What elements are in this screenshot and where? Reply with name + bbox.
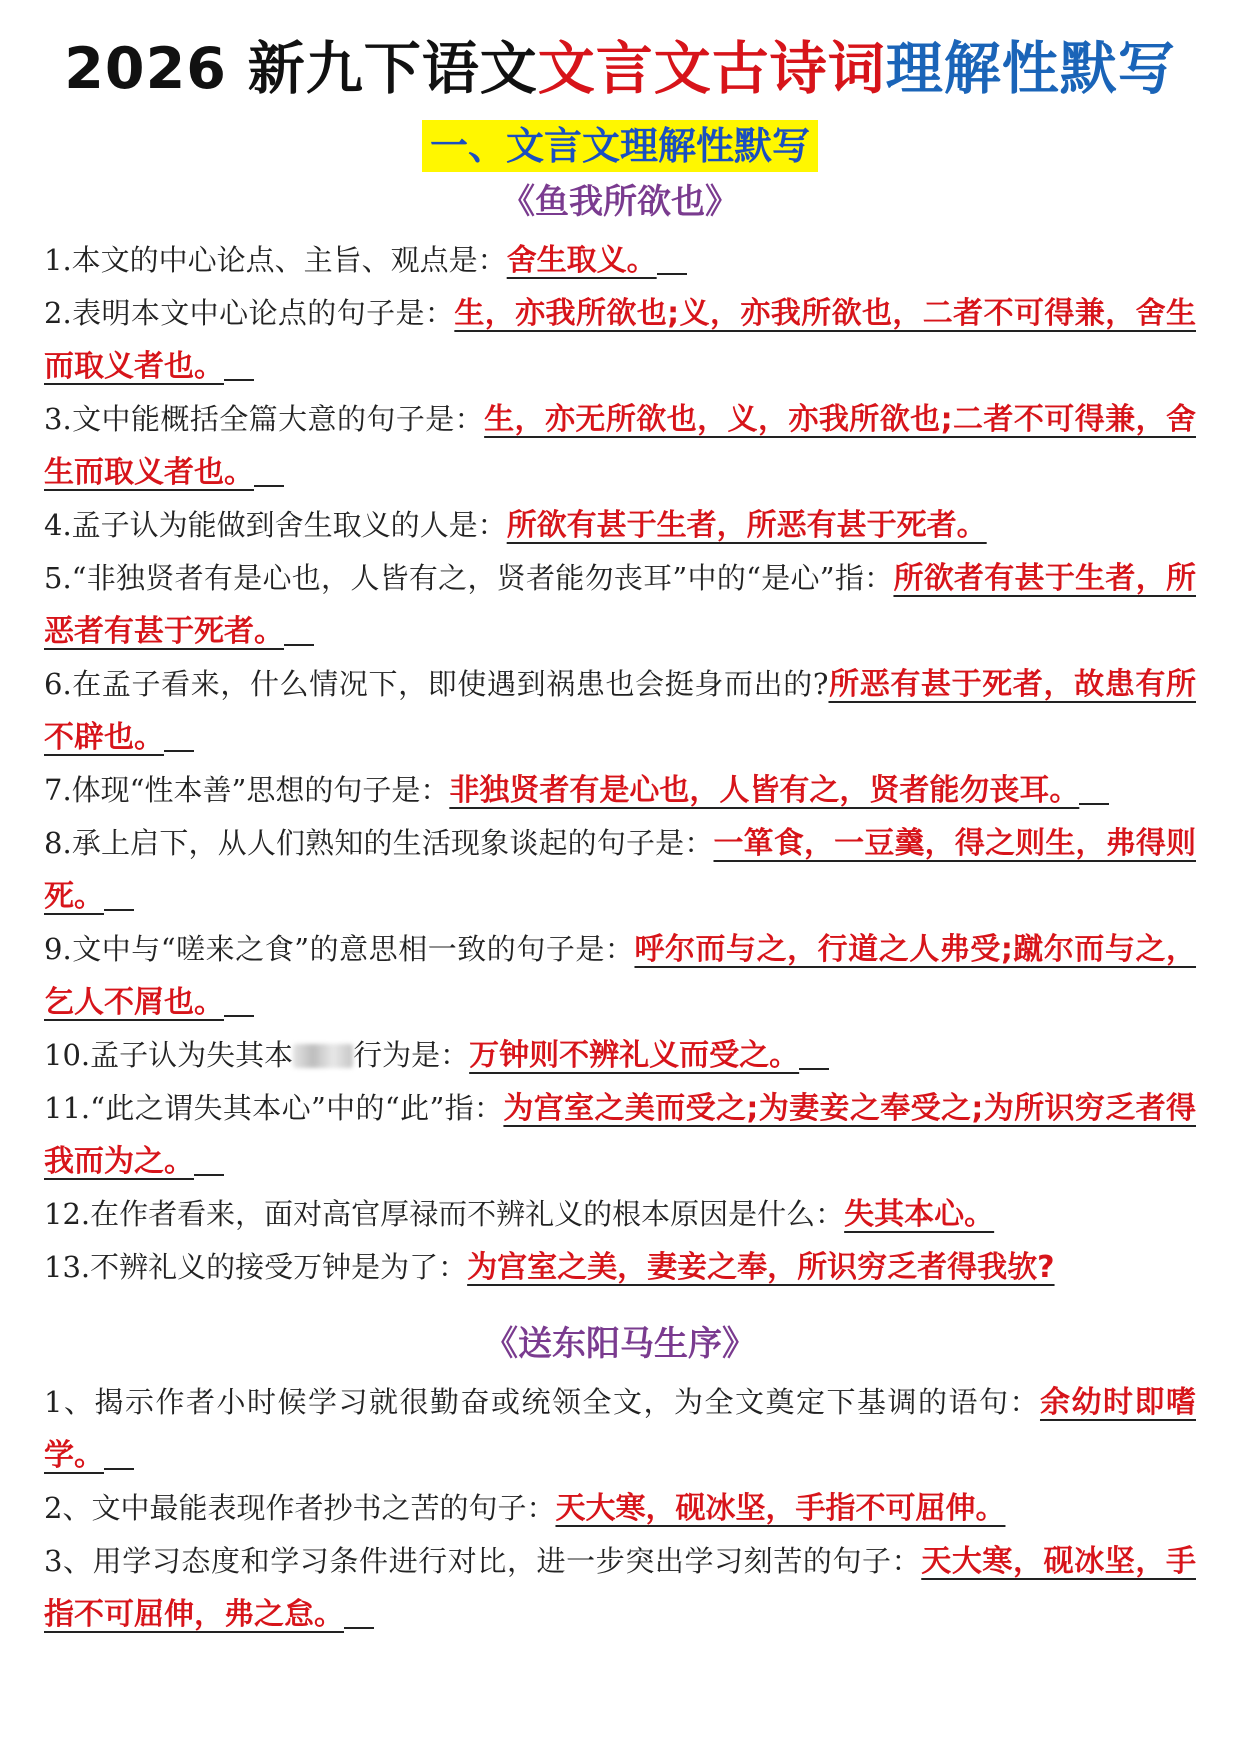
section-heading-wrap: [44, 120, 1196, 172]
question-item: [44, 552, 1196, 658]
answer-text: 为宫室之美而受之;为妻妾之奉受之;为所识穷乏者得我而为之。: [44, 1091, 1196, 1179]
title-part-type: 理解性默写: [885, 36, 1176, 102]
answer-underline: [344, 1626, 374, 1629]
question-text: 体现“性本善”思想的句子是：: [71, 773, 450, 807]
answer-underline: [284, 643, 314, 646]
question-number: 7.: [44, 773, 72, 807]
answer-text: 呼尔而与之，行道之人弗受;蹴尔而与之，乞人不屑也。: [44, 932, 1197, 1020]
blurred-redaction: [293, 1044, 353, 1068]
question-text-before: 孟子认为失其本: [90, 1038, 294, 1072]
page-title: [44, 28, 1196, 110]
title-part-topic: 文言文古诗词: [537, 36, 886, 102]
answer-text: 非独贤者有是心也，人皆有之，贤者能勿丧耳。: [449, 773, 1080, 808]
question-text: “非独贤者有是心也，人皆有之，贤者能勿丧耳”中的“是心”指：: [71, 561, 894, 595]
answer-text: 天大寒，砚冰坚，手指不可屈伸，弗之怠。: [44, 1544, 1196, 1632]
section-heading: 一、文言文理解性默写: [422, 120, 818, 172]
answer-text: 生，亦我所欲也;义，亦我所欲也，二者不可得兼，舍生而取义者也。: [44, 296, 1196, 384]
question-text: 不辨礼义的接受万钟是为了：: [90, 1250, 468, 1284]
answer-underline: [104, 1467, 134, 1470]
question-text-after: 行为是：: [353, 1038, 470, 1072]
question-item: [44, 1482, 1196, 1535]
question-text: 孟子认为能做到舍生取义的人是：: [71, 508, 507, 542]
answer-underline: [224, 1014, 254, 1017]
question-text: 文中最能表现作者抄书之苦的句子：: [91, 1491, 556, 1525]
question-number: 11.: [44, 1091, 91, 1125]
answer-text: 舍生取义。: [506, 243, 657, 278]
question-list-1: [44, 234, 1196, 1294]
title-part-grade: 2026 新九下语文: [64, 36, 538, 102]
answer-underline: [657, 272, 687, 275]
question-item: [44, 287, 1196, 393]
question-text: “此之谓失其本心”中的“此”指：: [90, 1091, 504, 1125]
question-number: 12.: [44, 1197, 91, 1231]
answer-text: 所欲者有甚于生者，所恶者有甚于死者。: [44, 561, 1196, 649]
answer-underline: [224, 378, 254, 381]
question-number: 9.: [44, 932, 72, 966]
question-text: 在作者看来，面对高官厚禄而不辨礼义的根本原因是什么：: [90, 1197, 845, 1231]
answer-underline: [194, 1173, 224, 1176]
question-text: 本文的中心论点、主旨、观点是：: [71, 243, 507, 277]
question-text: 文中能概括全篇大意的句子是：: [71, 402, 485, 436]
answer-text: 一箪食，一豆羹，得之则生，弗得则死。: [44, 826, 1196, 914]
answer-text: 余幼时即嗜学。: [44, 1385, 1196, 1473]
answer-underline: [254, 484, 284, 487]
answer-text: 所恶有甚于死者，故患有所不辟也。: [44, 667, 1196, 755]
question-item: [44, 817, 1196, 923]
question-number: 3.: [44, 402, 72, 436]
question-text: 承上启下，从人们熟知的生活现象谈起的句子是：: [71, 826, 714, 860]
answer-text: 天大寒，砚冰坚，手指不可屈伸。: [555, 1491, 1006, 1526]
question-item: [44, 1082, 1196, 1188]
question-number: 8.: [44, 826, 72, 860]
question-item: [44, 658, 1196, 764]
question-number: 1、: [44, 1385, 95, 1419]
answer-text: 生，亦无所欲也，义，亦我所欲也;二者不可得兼，舍生而取义者也。: [44, 402, 1196, 490]
question-number: 2.: [44, 296, 72, 330]
question-number: 4.: [44, 508, 72, 542]
question-item: [44, 499, 1196, 552]
question-text: 表明本文中心论点的句子是：: [71, 296, 455, 330]
answer-text: 失其本心。: [844, 1197, 995, 1232]
article-title-1: 《鱼我所欲也》: [501, 182, 739, 222]
answer-text: 万钟则不辨礼义而受之。: [469, 1038, 800, 1073]
answer-text: 为宫室之美，妻妾之奉，所识穷乏者得我欤?: [467, 1250, 1055, 1285]
article-title-2: 《送东阳马生序》: [484, 1324, 756, 1364]
question-list-2: [44, 1376, 1196, 1641]
question-item: [44, 393, 1196, 499]
question-item: [44, 1188, 1196, 1241]
question-item: [44, 923, 1196, 1029]
question-text: 在孟子看来，什么情况下，即使遇到祸患也会挺身而出的?: [71, 667, 829, 701]
answer-underline: [799, 1067, 829, 1070]
answer-text: 所欲有甚于生者，所恶有甚于死者。: [506, 508, 987, 543]
question-item: [44, 234, 1196, 287]
question-number: 1.: [44, 243, 72, 277]
question-item: [44, 1535, 1196, 1641]
question-item: [44, 1029, 1196, 1082]
answer-underline: [1079, 802, 1109, 805]
question-number: 10.: [44, 1038, 91, 1072]
question-item: [44, 764, 1196, 817]
question-number: 5.: [44, 561, 72, 595]
question-number: 13.: [44, 1250, 91, 1284]
question-item: [44, 1376, 1196, 1482]
answer-underline: [104, 908, 134, 911]
question-text: 文中与“嗟来之食”的意思相一致的句子是：: [71, 932, 635, 966]
question-text: 用学习态度和学习条件进行对比，进一步突出学习刻苦的句子：: [92, 1544, 922, 1578]
answer-underline: [164, 749, 194, 752]
question-number: 2、: [44, 1491, 92, 1525]
question-number: 6.: [44, 667, 72, 701]
question-number: 3、: [44, 1544, 93, 1578]
question-text: 揭示作者小时候学习就很勤奋或统领全文，为全文奠定下基调的语句：: [94, 1385, 1040, 1419]
question-item: [44, 1241, 1196, 1294]
